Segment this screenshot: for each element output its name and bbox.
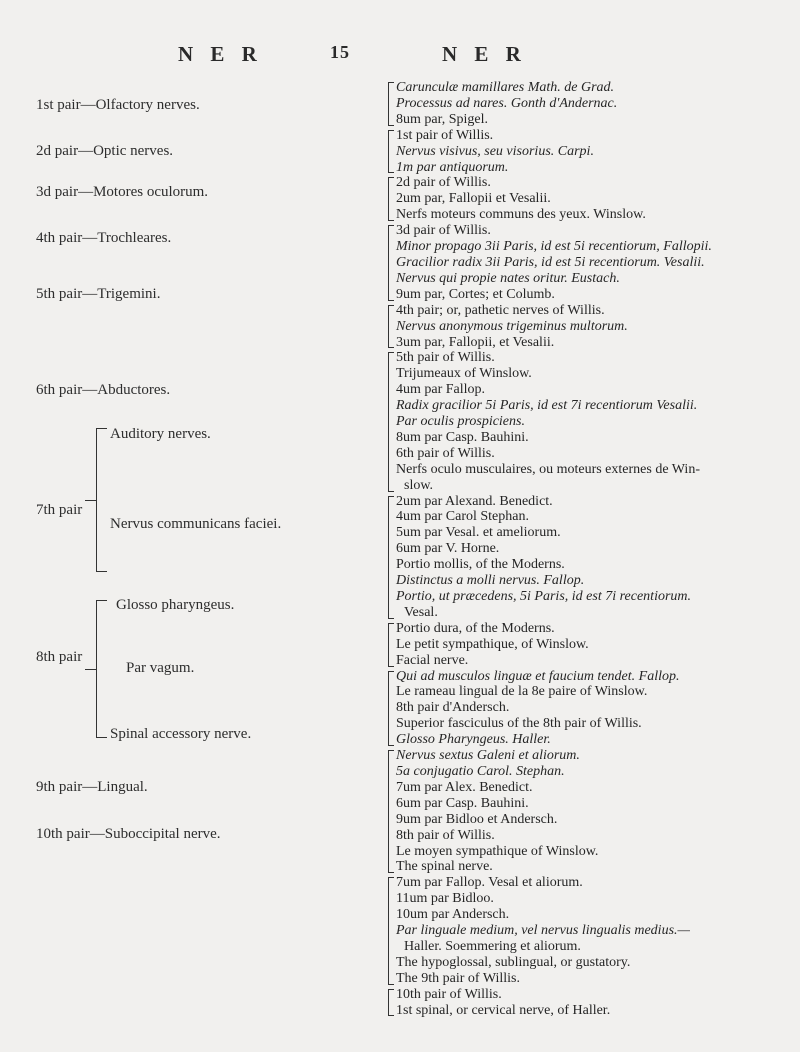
synonym-line: 1st spinal, or cervical nerve, of Haller. (396, 1002, 611, 1018)
group-bracket (388, 82, 394, 126)
synonym-line: 2um par, Fallopii et Vesalii. (396, 191, 551, 207)
label-eighth-pair: 8th pair (36, 649, 83, 665)
synonym-line: 4um par Fallop. (396, 382, 486, 398)
synonym-line: 4th pair; or, pathetic nerves of Willis. (396, 302, 605, 318)
label-par-vagum: Par vagum. (126, 660, 195, 676)
synonym-line: The spinal nerve. (396, 859, 493, 875)
synonym-line: 9um par Bidloo et Andersch. (396, 811, 558, 827)
label-communicans-faciei: Nervus communicans faciei. (110, 516, 282, 532)
group-bracket (388, 496, 394, 619)
synonyms-pair-2 (386, 175, 794, 223)
synonym-line: Radix gracilior 5i Paris, id est 7i recentiorum Vesalii. (396, 398, 698, 414)
group-bracket (388, 989, 394, 1017)
synonym-line: Qui ad musculos linguæ et faucium tendet. Fallop. (396, 668, 680, 684)
synonym-line: 10um par Andersch. (396, 907, 510, 923)
synonym-line: Portio, ut præcedens, 5i Paris, id est 7i recentiorum. (396, 589, 692, 604)
synonym-line: Nervus visivus, seu visorius. Carpi. (396, 143, 594, 159)
synonyms-suboccipital (386, 987, 794, 1019)
synonym-line: 5um par Vesal. et ameliorum. (396, 525, 561, 541)
synonyms-pair-1a (386, 80, 794, 128)
synonym-line: Processus ad nares. Gonth d'Andernac. (396, 95, 618, 111)
synonyms-pair-5-6 (386, 350, 794, 493)
label-motores-oculorum: 3d pair—Motores oculorum. (36, 184, 209, 200)
synonym-line: Nervus qui propie nates oritur. Eustach. (396, 270, 620, 286)
synonym-line: 6um par Casp. Bauhini. (396, 795, 529, 811)
group-bracket (388, 877, 394, 984)
synonym-line: 8um par, Spigel. (396, 111, 488, 127)
synonym-line: Par oculis prospiciens. (396, 414, 525, 430)
synonym-column (386, 80, 794, 1018)
synonym-line: 2um par Alexand. Benedict. (396, 493, 553, 509)
synonym-line: Facial nerve. (396, 652, 469, 668)
synonym-line: Nerfs moteurs communs des yeux. Winslow. (396, 207, 646, 223)
label-trigemini: 5th pair—Trigemini. (36, 286, 161, 302)
synonym-line: Vesal. (404, 604, 438, 620)
group-bracket (388, 671, 394, 747)
synonym-line: Superior fasciculus of the 8th pair of Willis. (396, 716, 642, 732)
group-bracket (388, 305, 394, 349)
synonym-line: 8th pair of Willis. (396, 827, 495, 843)
synonyms-pair-1b (386, 128, 794, 176)
synonym-line: 7um par Alex. Benedict. (396, 779, 533, 795)
synonym-line: Gracilior radix 3ii Paris, id est 5i recentiorum. Vesalii. (396, 254, 705, 270)
synonym-line: 1st pair of Willis. (396, 127, 494, 143)
label-abductores: 6th pair—Abductores. (36, 382, 171, 398)
eighth-pair-bracket (96, 600, 107, 738)
synonym-line: 3d pair of Willis. (396, 223, 491, 239)
synonym-line: 7um par Fallop. Vesal et aliorum. (396, 875, 583, 891)
label-suboccipital: 10th pair—Suboccipital nerve. (36, 826, 221, 842)
synonym-line: The hypoglossal, sublingual, or gustatory. (396, 954, 631, 970)
label-optic: 2d pair—Optic nerves. (36, 143, 174, 159)
label-olfactory: 1st pair—Olfactory nerves. (36, 97, 200, 113)
synonym-line: Le moyen sympathique of Winslow. (396, 843, 599, 859)
synonyms-glosso-pharyngeus (386, 669, 794, 749)
synonyms-lingual (386, 875, 794, 986)
group-bracket (388, 750, 394, 873)
group-bracket (388, 130, 394, 174)
synonym-line: The 9th pair of Willis. (396, 970, 520, 986)
synonym-line: Glosso Pharyngeus. Haller. (396, 732, 551, 748)
running-header-left: N E R (178, 42, 263, 66)
running-header-right: N E R (442, 42, 527, 66)
label-auditory: Auditory nerves. (110, 426, 211, 442)
synonym-line: Nerfs oculo musculaires, ou moteurs externes de Win- (396, 461, 700, 477)
synonyms-pair-4 (386, 303, 794, 351)
synonym-line: 5a conjugatio Carol. Stephan. (396, 763, 565, 779)
synonym-line: Minor propago 3ii Paris, id est 5i recentiorum, Fallopii. (396, 239, 712, 255)
label-lingual: 9th pair—Lingual. (36, 779, 148, 795)
synonym-line: 9um par, Cortes; et Columb. (396, 286, 555, 302)
synonym-line: slow. (404, 477, 434, 493)
synonym-line: 8th pair d'Andersch. (396, 700, 510, 716)
group-bracket (388, 623, 394, 667)
group-bracket (388, 177, 394, 221)
synonym-line: Trijumeaux of Winslow. (396, 366, 532, 382)
synonym-line: Portio dura, of the Moderns. (396, 620, 555, 636)
synonym-line: 1m par antiquorum. (396, 159, 509, 175)
synonym-line: 6um par V. Horne. (396, 541, 500, 557)
synonym-line: 2d pair of Willis. (396, 175, 491, 191)
group-bracket (388, 352, 394, 491)
label-spinal-accessory: Spinal accessory nerve. (110, 726, 252, 742)
synonym-line: 4um par Carol Stephan. (396, 509, 529, 525)
synonym-line: 3um par, Fallopii, et Vesalii. (396, 334, 555, 350)
label-glosso-pharyngeus: Glosso pharyngeus. (116, 597, 235, 613)
synonym-line: 8um par Casp. Bauhini. (396, 429, 529, 445)
group-bracket (388, 225, 394, 301)
label-seventh-pair: 7th pair (36, 502, 83, 518)
synonym-line: Distinctus a molli nervus. Fallop. (396, 573, 585, 589)
synonyms-facial (386, 621, 794, 669)
synonym-line: 10th pair of Willis. (396, 986, 502, 1002)
synonym-line: Haller. Soemmering et aliorum. (404, 938, 581, 954)
synonym-line: 5th pair of Willis. (396, 350, 495, 366)
seventh-pair-bracket (96, 428, 107, 572)
synonym-line: Carunculæ mamillares Math. de Grad. (396, 80, 615, 95)
synonym-line: Nervus anonymous trigeminus multorum. (396, 318, 628, 334)
synonym-line: 11um par Bidloo. (396, 891, 494, 907)
synonym-line: Nervus sextus Galeni et aliorum. (396, 748, 580, 764)
synonym-line: Le rameau lingual de la 8e paire of Winslow. (396, 684, 648, 700)
synonym-line: Par linguale medium, vel nervus lingualis medius.— (396, 923, 690, 939)
synonym-line: 6th pair of Willis. (396, 445, 495, 461)
synonym-line: Portio mollis, of the Moderns. (396, 557, 565, 573)
synonym-line: Le petit sympathique, of Winslow. (396, 636, 589, 652)
synonyms-auditory (386, 494, 794, 621)
page-number: 15 (330, 42, 350, 62)
synonyms-par-vagum (386, 748, 794, 875)
label-trochleares: 4th pair—Trochleares. (36, 230, 172, 246)
synonyms-pair-3 (386, 223, 794, 303)
